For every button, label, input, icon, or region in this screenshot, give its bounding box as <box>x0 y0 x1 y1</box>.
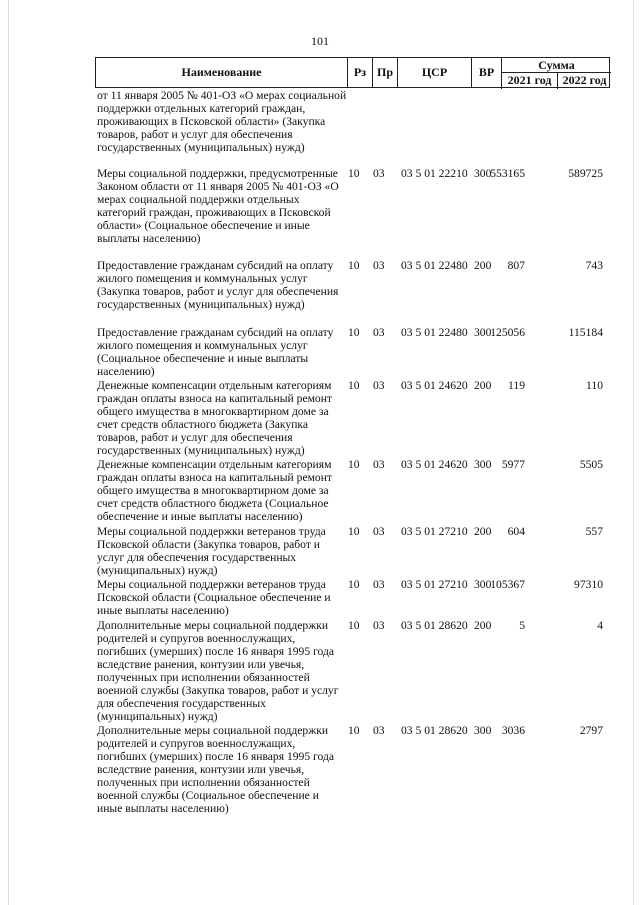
header-csr: ЦСР <box>397 58 471 87</box>
row-sum-2022: 97310 <box>574 578 603 591</box>
row-pr: 03 <box>373 259 385 272</box>
row-sum-2022: 557 <box>585 525 603 538</box>
row-sum-2022: 4 <box>597 619 603 632</box>
row-rz: 10 <box>348 326 360 339</box>
page-number: 101 <box>311 34 329 48</box>
row-pr: 03 <box>373 379 385 392</box>
row-pr: 03 <box>373 167 385 180</box>
budget-table-body <box>95 89 610 829</box>
row-csr: 03 5 01 22210 <box>401 167 468 180</box>
row-sum-2021: 553165 <box>490 167 525 180</box>
row-sum-2021: 604 <box>507 525 525 538</box>
row-rz: 10 <box>348 379 360 392</box>
table-row <box>95 379 610 458</box>
row-pr: 03 <box>373 619 385 632</box>
row-sum-2021: 5 <box>519 619 525 632</box>
row-name: Денежные компенсации отдельным категориям граждан оплаты взноса на капитальный ремонт общего имущества в многоквартирном доме за счет средств областного бюджета (Закупка товаров, работ и услуг для обеспечения государственных (муниципальных) нужд) <box>97 379 332 458</box>
row-vr: 300 <box>474 578 492 591</box>
row-name: Денежные компенсации отдельным категориям граждан оплаты взноса на капитальный ремонт общего имущества в многоквартирном доме за счет средств областного бюджета (Социальное обеспечение и иные выплаты населению) <box>97 458 332 524</box>
row-pr: 03 <box>373 525 385 538</box>
row-name: от 11 января 2005 № 401-ОЗ «О мерах социальной поддержки отдельных категорий граждан, проживающих в Псковской области» (Закупка товаров, работ и услуг для обеспечения государственных (муниципальных) нужд) <box>97 89 347 155</box>
row-name: Меры социальной поддержки ветеранов труда Псковской области (Закупка товаров, работ и услуг для обеспечения государственных (муниципальных) нужд) <box>97 525 326 578</box>
row-pr: 03 <box>373 458 385 471</box>
row-sum-2021: 807 <box>507 259 525 272</box>
table-row <box>95 619 610 724</box>
row-rz: 10 <box>348 259 360 272</box>
header-pr: Пр <box>372 58 397 87</box>
row-name: Предоставление гражданам субсидий на оплату жилого помещения и коммунальных услуг (Закупка товаров, работ и услуг для обеспечения государственных (муниципальных) нужд) <box>97 259 339 312</box>
header-2022: 2022 год <box>557 73 611 89</box>
row-name: Дополнительные меры социальной поддержки родителей и супругов военнослужащих, погибших (умерших) после 16 января 1995 года вследствие ранения, контузии или увечья, полученных при исполнении обязанностей военной службы (Социальное обеспечение и иные выплаты населению) <box>97 724 335 816</box>
row-sum-2021: 105367 <box>490 578 525 591</box>
table-row <box>95 259 610 326</box>
row-vr: 200 <box>474 619 492 632</box>
row-name: Предоставление гражданам субсидий на оплату жилого помещения и коммунальных услуг (Социальное обеспечение и иные выплаты населению) <box>97 326 334 379</box>
table-row <box>95 724 610 829</box>
row-rz: 10 <box>348 458 360 471</box>
row-name: Меры социальной поддержки, предусмотренные Законом области от 11 января 2005 № 401-ОЗ «О мерах социальной поддержки отдельных категорий граждан, проживающих в Псковской области» (Социальное обеспечение и иные выплаты населению) <box>97 167 339 246</box>
header-vr: ВР <box>471 58 501 87</box>
row-name: Меры социальной поддержки ветеранов труда Псковской области (Социальное обеспечение и иные выплаты населению) <box>97 578 331 618</box>
row-pr: 03 <box>373 724 385 737</box>
row-csr: 03 5 01 24620 <box>401 458 468 471</box>
row-vr: 200 <box>474 379 492 392</box>
row-pr: 03 <box>373 578 385 591</box>
header-2021: 2021 год <box>501 73 557 89</box>
row-vr: 300 <box>474 326 492 339</box>
row-rz: 10 <box>348 724 360 737</box>
row-pr: 03 <box>373 326 385 339</box>
row-csr: 03 5 01 27210 <box>401 578 468 591</box>
row-sum-2022: 589725 <box>568 167 603 180</box>
row-sum-2022: 110 <box>586 379 603 392</box>
row-sum-2021: 3036 <box>501 724 525 737</box>
header-name: Наименование <box>181 65 262 79</box>
row-sum-2021: 125056 <box>490 326 525 339</box>
row-vr: 300 <box>474 458 492 471</box>
row-vr: 200 <box>474 525 492 538</box>
row-sum-2022: 5505 <box>579 458 603 471</box>
row-sum-2021: 119 <box>508 379 525 392</box>
row-vr: 300 <box>474 167 492 180</box>
row-csr: 03 5 01 28620 <box>401 619 468 632</box>
row-csr: 03 5 01 22480 <box>401 326 468 339</box>
table-row <box>95 89 610 167</box>
table-row <box>95 326 610 379</box>
table-row <box>95 578 610 619</box>
row-csr: 03 5 01 28620 <box>401 724 468 737</box>
row-csr: 03 5 01 22480 <box>401 259 468 272</box>
row-csr: 03 5 01 27210 <box>401 525 468 538</box>
row-sum-2021: 5977 <box>501 458 525 471</box>
table-header <box>95 57 610 88</box>
row-name: Дополнительные меры социальной поддержки родителей и супругов военнослужащих, погибших (умерших) после 16 января 1995 года вследствие ранения, контузии или увечья, полученных при исполнении обязанностей военной службы (Закупка товаров, работ и услуг для обеспечения государственных (муниципальных) нужд) <box>97 619 339 724</box>
row-rz: 10 <box>348 525 360 538</box>
header-sum: Сумма <box>501 58 611 73</box>
row-sum-2022: 743 <box>585 259 603 272</box>
row-vr: 200 <box>474 259 492 272</box>
row-rz: 10 <box>348 167 360 180</box>
row-csr: 03 5 01 24620 <box>401 379 468 392</box>
header-rz: Рз <box>347 58 372 87</box>
scan-edge-left <box>8 0 9 905</box>
row-rz: 10 <box>348 578 360 591</box>
table-row <box>95 167 610 259</box>
table-row <box>95 458 610 525</box>
row-sum-2022: 2797 <box>579 724 603 737</box>
row-sum-2022: 115184 <box>568 326 603 339</box>
row-vr: 300 <box>474 724 492 737</box>
table-row <box>95 525 610 578</box>
row-rz: 10 <box>348 619 360 632</box>
scan-edge-right <box>633 0 634 905</box>
